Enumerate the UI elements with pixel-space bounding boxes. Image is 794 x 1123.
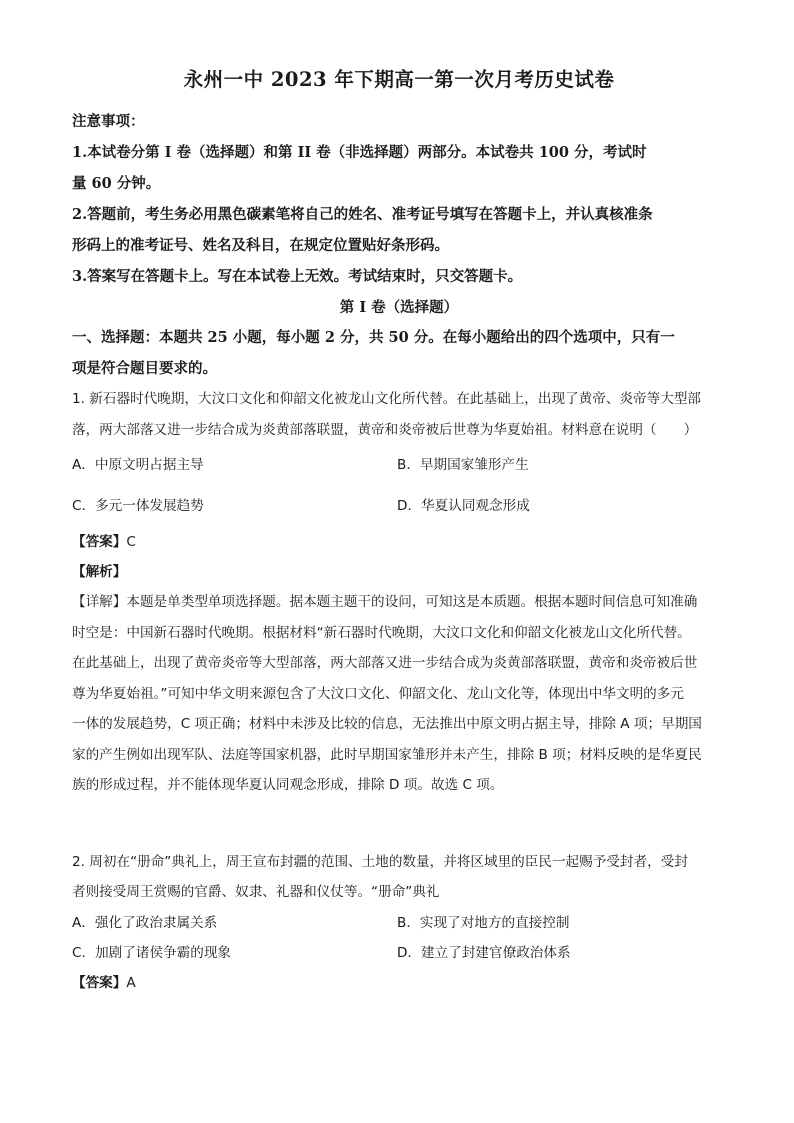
question-2-option-c: C．加剧了诸侯争霸的现象 xyxy=(72,944,232,961)
detail-line-5: 一体的发展趋势，C 项正确；材料中未涉及比较的信息，无法推出中原文明占据主导，排除 A 项；早期国 xyxy=(72,716,702,732)
question-2-stem-line-1: 2. 周初在“册命”典礼上，周王宣布封疆的范围、土地的数量，并将区域里的臣民一起赐予受封者，受封 xyxy=(72,853,688,870)
question-2-options xyxy=(72,908,726,968)
answer-value: A xyxy=(126,974,136,991)
question-2-option-d: D．建立了封建官僚政治体系 xyxy=(397,944,571,961)
detail-line-4: 尊为华夏始祖。”可知中华文明来源包含了大汶口文化、仰韶文化、龙山文化等，体现出中华文明的多元 xyxy=(72,685,684,702)
detail-line-2: 时空是：中国新石器时代晚期。根据材料“新石器时代晚期，大汶口文化和仰韶文化被龙山文化所代替。 xyxy=(72,624,691,641)
notice-line-3: 2.答题前，考生务必用黑色碳素笔将自己的姓名、准考证号填写在答题卡上，并认真核准条 xyxy=(72,206,653,223)
detail-line-1: 【详解】本题是单类型单项选择题。据本题主题干的设问，可知这是本质题。根据本题时间信息可知准确 xyxy=(72,594,698,610)
question-1-option-d: D．华夏认同观念形成 xyxy=(397,498,530,514)
question-2-option-b: B．实现了对地方的直接控制 xyxy=(397,914,570,931)
question-1 xyxy=(72,384,726,801)
detail-line-7: 族的形成过程，并不能体现华夏认同观念形成，排除 D 项。故选 C 项。 xyxy=(72,777,504,793)
section-instructions-1: 一、选择题：本题共 25 小题，每小题 2 分，共 50 分。在每小题给出的四个选项中，只有一 xyxy=(72,329,675,346)
notice-heading: 注意事项： xyxy=(72,113,145,130)
question-2-answer xyxy=(72,968,726,998)
question-2-option-a: A．强化了政治隶属关系 xyxy=(72,914,218,931)
answer-tag: 【答案】 xyxy=(72,974,127,991)
notice-line-4: 形码上的准考证号、姓名及科目，在规定位置贴好条形码。 xyxy=(72,237,449,254)
question-1-option-c: C．多元一体发展趋势 xyxy=(72,498,204,514)
answer-value: C xyxy=(126,534,136,550)
notice-line-1: 1.本试卷分第 I 卷（选择题）和第 II 卷（非选择题）两部分。本试卷共 100 分，考试时 xyxy=(72,144,647,161)
question-1-detail xyxy=(72,587,726,801)
notice-line-2: 量 60 分钟。 xyxy=(72,175,161,192)
section-title: 第 I 卷（选择题） xyxy=(339,299,459,316)
question-1-option-b: B．早期国家雏形产生 xyxy=(397,457,529,473)
detail-line-6: 家的产生例如出现军队、法庭等国家机器，此时早期国家雏形并未产生，排除 B 项；材料反映的是华夏民 xyxy=(72,746,702,763)
question-1-answer xyxy=(72,527,726,557)
question-1-option-a: A．中原文明占据主导 xyxy=(72,457,204,473)
question-1-analysis-tag: 【解析】 xyxy=(72,564,127,580)
exam-title: 永州一中 2023 年下期高一第一次月考历史试卷 xyxy=(183,68,615,91)
answer-tag: 【答案】 xyxy=(72,534,127,550)
question-1-stem-line-1: 1. 新石器时代晚期，大汶口文化和仰韶文化被龙山文化所代替。在此基础上，出现了黄帝、炎帝等大型部 xyxy=(72,391,702,407)
section-instructions-2: 项是符合题目要求的。 xyxy=(72,360,217,377)
spacer xyxy=(72,801,726,847)
question-1-options xyxy=(72,445,726,527)
question-1-stem-line-2: 落，两大部落又进一步结合成为炎黄部落联盟，黄帝和炎帝被后世尊为华夏始祖。材料意在说明（ ） xyxy=(72,421,698,438)
question-2 xyxy=(72,847,726,998)
question-2-stem-line-2: 者则接受周王赏赐的官爵、奴隶、礼器和仪仗等。“册命”典礼 xyxy=(72,884,440,900)
notice-line-5: 3.答案写在答题卡上。写在本试卷上无效。考试结束时，只交答题卡。 xyxy=(72,268,523,285)
detail-line-3: 在此基础上，出现了黄帝炎帝等大型部落，两大部落又进一步结合成为炎黄部落联盟，黄帝和炎帝被后世 xyxy=(72,655,698,671)
